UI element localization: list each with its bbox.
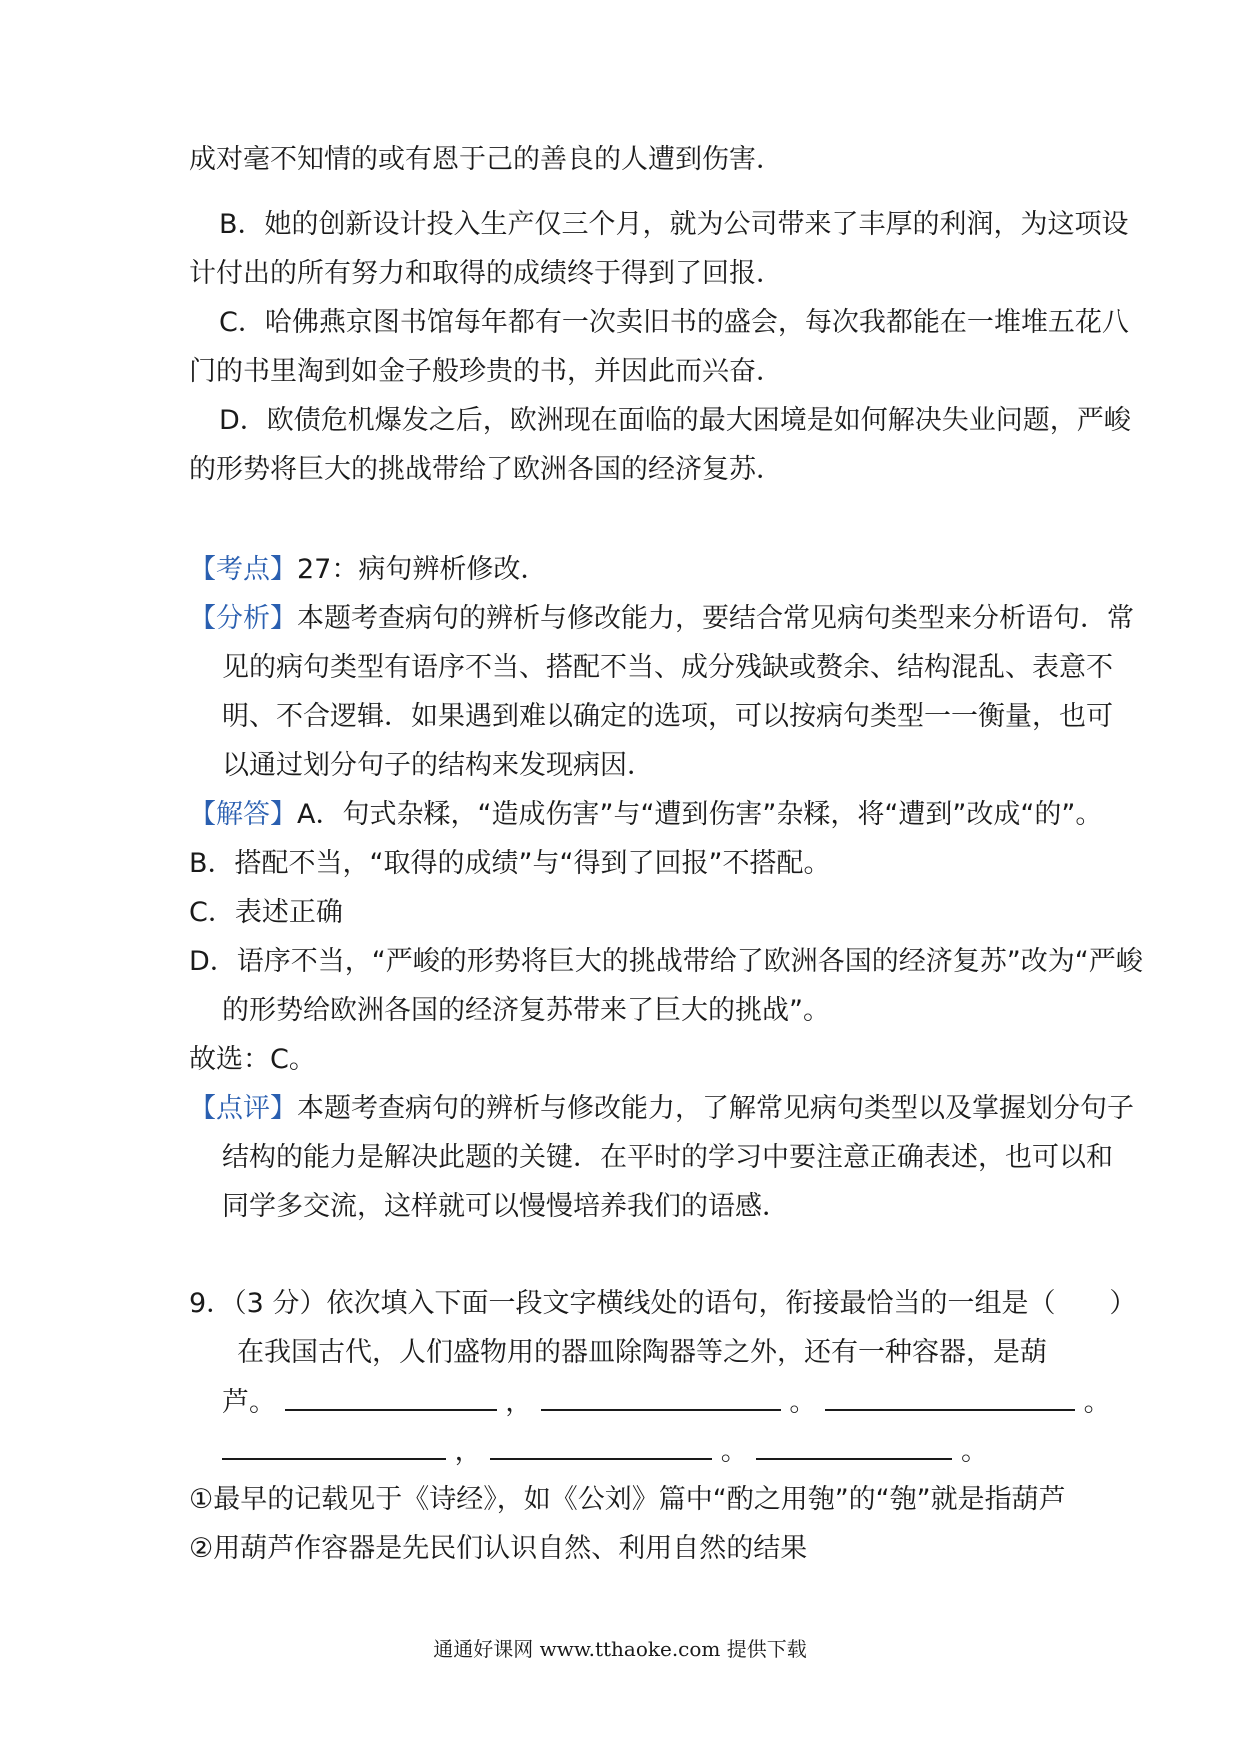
blank-1-punct: ， <box>505 1387 533 1418</box>
kaodian-tag: 【考点】 <box>189 554 297 585</box>
kaodian-text: 27：病句辨析修改． <box>297 554 548 585</box>
jieda-c: C．表述正确 <box>189 897 343 928</box>
option-b-line1: B．她的创新设计投入生产仅三个月，就为公司带来了丰厚的利润，为这项设 <box>219 209 1129 240</box>
option-c-line1: C．哈佛燕京图书馆每年都有一次卖旧书的盛会，每次我都能在一堆堆五花八 <box>219 307 1129 338</box>
fenxi-line1: 本题考查病句的辨析与修改能力，要结合常见病句类型来分析语句．常 <box>297 603 1134 634</box>
blank-3-punct: 。 <box>1083 1387 1111 1418</box>
blank-6-punct: 。 <box>960 1436 988 1467</box>
option-a-tail: 成对毫不知情的或有恩于己的善良的人遭到伤害． <box>189 144 783 175</box>
option-d-line1: D．欧债危机爆发之后，欧洲现在面临的最大困境是如何解决失业问题，严峻 <box>219 405 1131 436</box>
dianping-line1: 本题考查病句的辨析与修改能力，了解常见病句类型以及掌握划分句子 <box>297 1093 1134 1124</box>
jieda-b: B．搭配不当，“取得的成绩”与“得到了回报”不搭配。 <box>189 848 831 879</box>
blank-5 <box>490 1434 712 1460</box>
blank-4 <box>222 1434 446 1460</box>
answer: 故选：C。 <box>189 1044 316 1075</box>
fenxi-row <box>189 602 1134 636</box>
dianping-tag: 【点评】 <box>189 1093 297 1124</box>
dianping-line3: 同学多交流，这样就可以慢慢培养我们的语感． <box>222 1191 789 1222</box>
blank-4-punct: ， <box>454 1436 482 1467</box>
blank-5-punct: 。 <box>720 1436 748 1467</box>
option-d-line2: 的形势将巨大的挑战带给了欧洲各国的经济复苏． <box>189 454 783 485</box>
kaodian-row <box>189 553 547 587</box>
jieda-d-line2: 的形势给欧洲各国的经济复苏带来了巨大的挑战”。 <box>222 995 830 1026</box>
jieda-tag: 【解答】 <box>189 799 297 830</box>
blank-1 <box>285 1385 497 1411</box>
blank-2-punct: 。 <box>789 1387 817 1418</box>
question9-passage-line1: 在我国古代，人们盛物用的器皿除陶器等之外，还有一种容器，是葫 <box>237 1337 1047 1368</box>
jieda-row <box>189 798 1102 832</box>
option-c-line2: 门的书里淘到如金子般珍贵的书，并因此而兴奋． <box>189 356 783 387</box>
dianping-line2: 结构的能力是解决此题的关键．在平时的学习中要注意正确表述，也可以和 <box>222 1142 1113 1173</box>
passage-start: 芦。 <box>222 1387 276 1418</box>
page-footer: 通通好课网 www.tthaoke.com 提供下载 <box>433 1637 807 1661</box>
question9-blank-row2 <box>222 1434 988 1469</box>
question9-blank-row1 <box>222 1385 1111 1420</box>
question9-stem: 9．（3 分）依次填入下面一段文字横线处的语句，衔接最恰当的一组是（ ） <box>189 1288 1137 1319</box>
fenxi-tag: 【分析】 <box>189 603 297 634</box>
question9-option1: ①最早的记载见于《诗经》，如《公刘》篇中“酌之用匏”的“匏”就是指葫芦 <box>189 1484 1066 1515</box>
blank-3 <box>825 1385 1075 1411</box>
fenxi-line2: 见的病句类型有语序不当、搭配不当、成分残缺或赘余、结构混乱、表意不 <box>222 652 1113 683</box>
dianping-row <box>189 1092 1134 1126</box>
fenxi-line3: 明、不合逻辑．如果遇到难以确定的选项，可以按病句类型一一衡量，也可 <box>222 701 1113 732</box>
blank-2 <box>541 1385 781 1411</box>
jieda-a: A．句式杂糅，“造成伤害”与“遭到伤害”杂糅，将“遭到”改成“的”。 <box>297 799 1103 830</box>
fenxi-line4: 以通过划分句子的结构来发现病因． <box>222 750 654 781</box>
blank-6 <box>756 1434 952 1460</box>
jieda-d-line1: D．语序不当，“严峻的形势将巨大的挑战带给了欧洲各国的经济复苏”改为“严峻 <box>189 946 1143 977</box>
question9-option2: ②用葫芦作容器是先民们认识自然、利用自然的结果 <box>189 1533 808 1564</box>
option-b-line2: 计付出的所有努力和取得的成绩终于得到了回报． <box>189 258 783 289</box>
